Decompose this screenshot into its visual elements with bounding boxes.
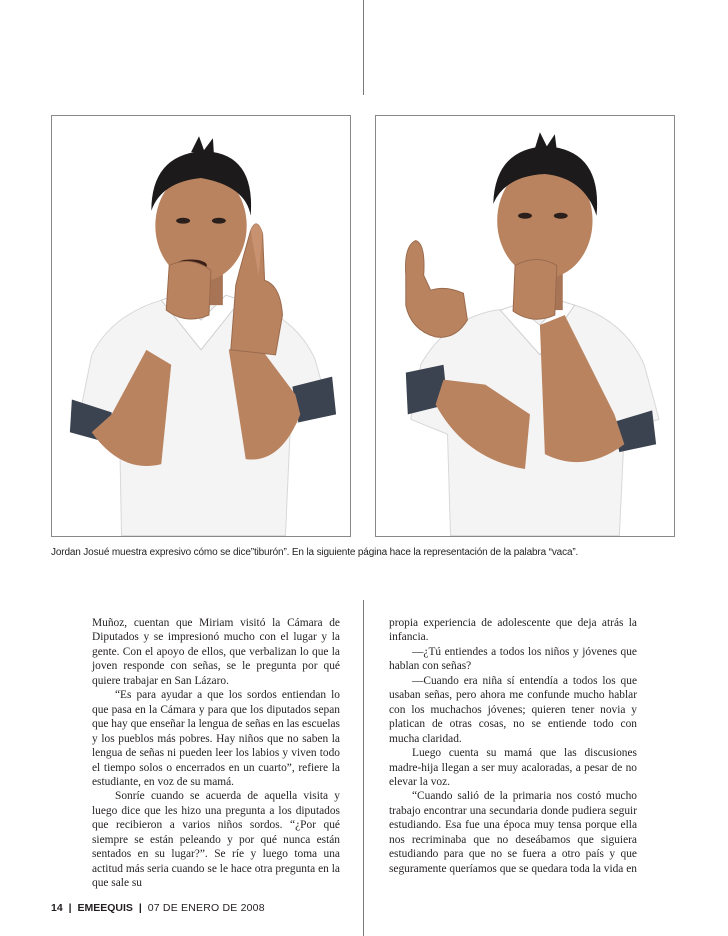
paragraph: “Es para ayudar a que los sordos entiendan lo que pasa en la Cámara y para que los diputados sepan que hay que enseñar la lengua de señas en las escuelas y los pueblos más pobres. Hay niños que no saben la lengua de señas ni pueden leer los labios y viven todo el tiempo solos o encerrados en un cuarto”, refiere la estudiante, en voz de su mamá. — [92, 689, 340, 788]
footer-separator: | — [138, 902, 142, 914]
article-column-left — [92, 616, 340, 891]
column-divider-bottom — [363, 600, 364, 936]
photo-caption: Jordan Josué muestra expresivo cómo se dice”tiburón”. En la siguiente página hace la representación de la palabra “vaca”. — [51, 547, 579, 558]
paragraph: Muñoz, cuentan que Miriam visitó la Cámara de Diputados y se impresionó mucho con el lugar y la gente. Con el apoyo de ellos, que verbalizan lo que la joven responde con señas, se le pregunta por qué quiere trabajar en San Lázaro. — [92, 617, 340, 687]
page-footer — [51, 902, 265, 914]
paragraph: Luego cuenta su mamá que las discusiones madre-hija llegan a ser muy acaloradas, a pesar de no elevar la voz. — [389, 747, 637, 788]
paragraph: Sonríe cuando se acuerda de aquella visita y luego dice que les hizo una pregunta a los diputados que recibieron a varios niños sordos. “¿Por qué siempre se están peleando y por qué nunca están sentados en su lugar?”. Se ríe y luego toma una actitud más seria cuando se le hace otra pregunta en la que sale su — [92, 790, 340, 890]
footer-separator: | — [68, 902, 72, 914]
issue-date: 07 DE ENERO DE 2008 — [147, 902, 265, 914]
page-number: 14 — [51, 902, 63, 914]
magazine-name: EMEEQUIS — [77, 902, 133, 914]
boy-signing-illustration — [376, 116, 674, 536]
paragraph: —¿Tú entiendes a todos los niños y jóvenes que hablan con señas? — [389, 645, 637, 673]
article-column-right — [389, 616, 637, 876]
paragraph: propia experiencia de adolescente que deja atrás la infancia. — [389, 617, 637, 644]
paragraph: —Cuando era niña sí entendía a todos los que usaban señas, pero ahora me confunde mucho hablar con los muchachos jóvenes; quieren tener novia y platican de otras cosas, no se entiende todo con mucha claridad. — [389, 674, 637, 745]
column-divider-top — [363, 0, 364, 95]
photo-tiburon-left — [51, 115, 351, 537]
paragraph: “Cuando salió de la primaria nos costó mucho trabajo encontrar una secundaria donde pudiera seguir estudiando. Esa fue una época muy tensa porque ella nos recriminaba que no deseábamos que siguiera estudiando para que no se fuera a otro país y que seguramente queríamos que se quedara toda la vida en — [389, 790, 637, 875]
boy-signing-illustration — [52, 116, 350, 536]
photo-tiburon-right — [375, 115, 675, 537]
